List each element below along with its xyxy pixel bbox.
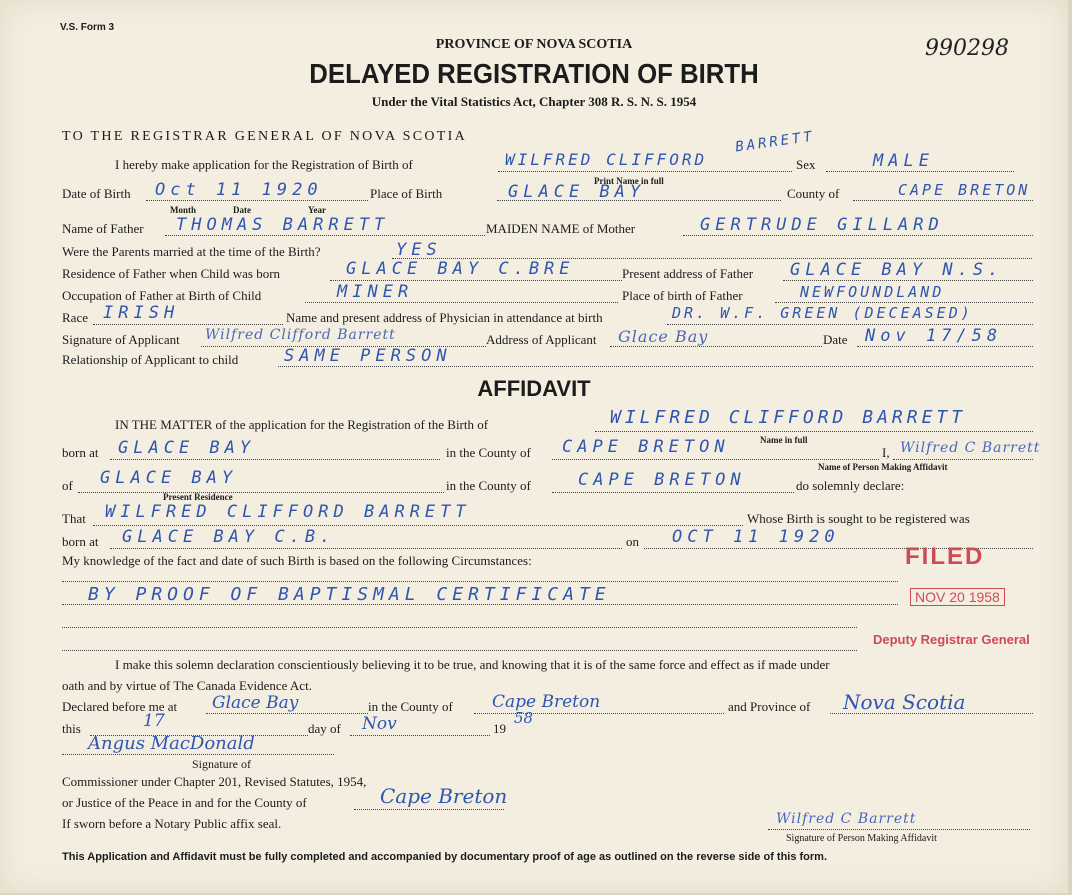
born-at-label: born at: [62, 445, 99, 460]
married-label: Were the Parents married at the time of the Birth?: [62, 244, 321, 259]
born-on-value: OCT 11 1920: [672, 527, 840, 547]
that-label: That: [62, 511, 86, 526]
occupation-value: MINER: [337, 282, 414, 302]
person-signature: Wilfred C Barrett: [776, 811, 917, 827]
month-caption: Month: [170, 205, 197, 215]
county-label: County of: [787, 186, 840, 201]
notary-note: If sworn before a Notary Public affix seal.: [62, 816, 282, 831]
knowledge-label: My knowledge of the fact and date of such Birth is based on the following Circumstances:: [62, 553, 532, 568]
matter-label: IN THE MATTER of the application for the Registration of the Birth of: [115, 417, 489, 432]
commissioner-line-1: Commissioner under Chapter 201, Revised Statutes, 1954,: [62, 774, 367, 789]
province-label: and Province of: [728, 699, 811, 714]
circumstances-value: BY PROOF OF BAPTISMAL CERTIFICATE: [88, 584, 611, 605]
sig-applicant-label: Signature of Applicant: [62, 332, 180, 347]
month-value: Nov: [362, 714, 397, 734]
year-suffix: 58: [514, 709, 534, 727]
of-county-value: CAPE BRETON: [578, 470, 746, 490]
date-caption: Date: [233, 205, 251, 215]
addr-applicant-label: Address of Applicant: [486, 332, 597, 347]
declarant-caption: Name of Person Making Affidavit: [818, 462, 948, 472]
occupation-label: Occupation of Father at Birth of Child: [62, 288, 262, 303]
applicant-address: Glace Bay: [618, 327, 709, 346]
declared-label: Declared before me at: [62, 699, 178, 714]
relationship-value: SAME PERSON: [284, 346, 452, 366]
mother-name: GERTRUDE GILLARD: [700, 215, 944, 235]
in-county2-label: in the County of: [446, 478, 531, 493]
county-value: CAPE BRETON: [898, 181, 1031, 199]
affidavit-heading: AFFIDAVIT: [477, 376, 591, 401]
declared-province-value: Nova Scotia: [843, 690, 966, 714]
in-county-label: in the County of: [446, 445, 531, 460]
year-caption: Year: [308, 205, 326, 215]
application-date: Nov 17/58: [865, 326, 1003, 346]
father-label: Name of Father: [62, 221, 144, 236]
declaration-text-1: I make this solemn declaration conscientiously believing it to be true, and knowing that it is of the same force and effect as if made under: [115, 657, 830, 672]
print-name-caption: Print Name in full: [594, 176, 664, 186]
jp-county-value: Cape Breton: [380, 784, 508, 808]
applicant-signature: Wilfred Clifford Barrett: [205, 327, 396, 343]
declared-at-value: Glace Bay: [212, 693, 299, 713]
residence-label: Residence of Father when Child was born: [62, 266, 281, 281]
present-father-label: Present address of Father: [622, 266, 754, 281]
born-at2-value: GLACE BAY C.B.: [122, 527, 336, 547]
that-name-value: WILFRED CLIFFORD BARRETT: [105, 502, 471, 522]
child-given-name: WILFRED CLIFFORD: [505, 150, 708, 169]
father-name: THOMAS BARRETT: [176, 215, 390, 235]
declared-county-value: Cape Breton: [492, 692, 601, 712]
relationship-label: Relationship of Applicant to child: [62, 352, 239, 367]
commissioner-signature: Angus MacDonald: [88, 733, 255, 754]
race-label: Race: [62, 310, 88, 325]
race-value: IRISH: [103, 303, 180, 323]
child-surname: BARRETT: [734, 128, 816, 156]
declarant-signature: Wilfred C Barrett: [900, 440, 1041, 456]
dob-label: Date of Birth: [62, 186, 131, 201]
year-prefix: 19: [493, 721, 506, 736]
apply-label: I hereby make application for the Registration of Birth of: [115, 157, 413, 172]
day-value: 17: [143, 711, 165, 731]
serial-number: 990298: [925, 36, 1009, 61]
born-at-value: GLACE BAY: [118, 438, 256, 458]
province-heading: PROVINCE OF NOVA SCOTIA: [435, 37, 633, 52]
pob-father-value: NEWFOUNDLAND: [800, 283, 945, 301]
pob-label: Place of Birth: [370, 186, 443, 201]
day-of-label: day of: [308, 721, 341, 736]
filed-stamp-date: NOV 20 1958: [910, 588, 1005, 606]
on-label: on: [626, 534, 639, 549]
maiden-label: MAIDEN NAME of Mother: [486, 221, 636, 236]
signature-of-caption: Signature of: [192, 757, 251, 771]
solemnly-label: do solemnly declare:: [796, 478, 905, 493]
born-county-value: CAPE BRETON: [562, 437, 730, 457]
footer-note: This Application and Affidavit must be fully completed and accompanied by documentary proof of age as outlined on the reverse side of this form.: [62, 851, 828, 863]
filed-stamp-office: Deputy Registrar General: [873, 632, 1030, 647]
act-subtitle: Under the Vital Statistics Act, Chapter 308 R. S. N. S. 1954: [371, 94, 697, 109]
physician-label: Name and present address of Physician in attendance at birth: [286, 310, 603, 325]
declaration-text-2: oath and by virtue of The Canada Evidence Act.: [62, 678, 312, 693]
i-label: I,: [882, 445, 890, 460]
born-at2-label: born at: [62, 534, 99, 549]
of-place-value: GLACE BAY: [100, 468, 238, 488]
pob-father-label: Place of birth of Father: [622, 288, 743, 303]
residence-value: GLACE BAY C.BRE: [346, 259, 575, 279]
in-county3-label: in the County of: [368, 699, 453, 714]
date-label: Date: [823, 332, 848, 347]
person-signature-caption: Signature of Person Making Affidavit: [786, 833, 937, 844]
name-full-caption: Name in full: [760, 435, 808, 445]
present-residence-caption: Present Residence: [163, 492, 233, 502]
form-title: DELAYED REGISTRATION OF BIRTH: [309, 58, 759, 89]
sex-label: Sex: [796, 157, 816, 172]
physician-value: DR. W.F. GREEN (DECEASED): [672, 304, 973, 322]
present-father-value: GLACE BAY N.S.: [790, 260, 1004, 280]
pob-value: GLACE BAY: [508, 182, 646, 202]
whose-birth-label: Whose Birth is sought to be registered was: [747, 511, 970, 526]
filed-stamp: FILED: [905, 543, 985, 570]
form-number: V.S. Form 3: [60, 22, 115, 33]
married-value: YES: [396, 240, 442, 260]
commissioner-line-2: or Justice of the Peace in and for the County of: [62, 795, 307, 810]
of-label: of: [62, 478, 73, 493]
this-label: this: [62, 721, 81, 736]
addressee: TO THE REGISTRAR GENERAL OF NOVA SCOTIA: [62, 129, 467, 144]
sex-value: MALE: [873, 151, 934, 171]
dob-value: Oct 11 1920: [155, 180, 323, 200]
affidavit-child-name: WILFRED CLIFFORD BARRETT: [610, 407, 967, 428]
